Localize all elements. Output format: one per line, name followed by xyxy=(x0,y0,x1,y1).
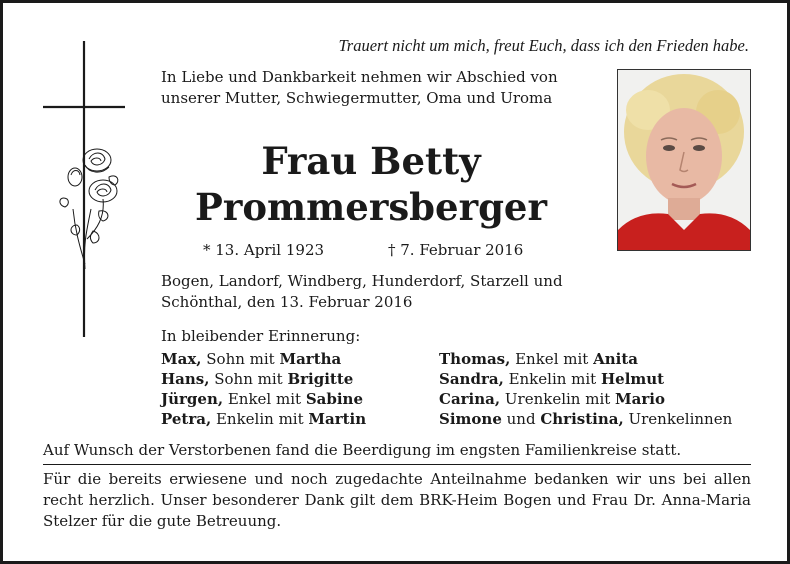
mourner-name: Thomas, xyxy=(439,350,511,368)
mourner-row xyxy=(161,409,366,429)
mourner-row xyxy=(161,389,366,409)
deceased-name-line1: Frau Betty xyxy=(261,139,481,183)
mourner-partner: Martha xyxy=(279,350,342,368)
divider xyxy=(43,464,751,465)
mourner-name: Simone xyxy=(439,410,502,428)
remembrance-label: In bleibender Erinnerung: xyxy=(161,327,361,345)
mourner-row xyxy=(439,409,732,429)
mourners-right-column xyxy=(439,349,732,429)
cross-with-roses-icon xyxy=(39,39,131,339)
mourner-relation: Enkel mit xyxy=(223,390,306,408)
thanks-text: Für die bereits erwiesene und noch zugedachte Anteilnahme bedanken wir uns bei allen recht herzlich. Unser besonderer Dank gilt dem BRK-Heim Bogen und Frau Dr. Anna-Maria Stelzer für die gute Betreuung. xyxy=(43,470,751,530)
mourner-name: Carina, xyxy=(439,390,501,408)
deceased-name-line2: Prommersberger xyxy=(195,185,547,229)
mourner-partner: Sabine xyxy=(305,390,363,408)
motto: Trauert nicht um mich, freut Euch, dass ich den Frieden habe. xyxy=(338,36,749,55)
place-and-date: Bogen, Landorf, Windberg, Hunderdorf, Starzell und Schönthal, den 13. Februar 2016 xyxy=(161,272,563,311)
mourner-relation: und xyxy=(501,410,541,428)
mourner-relation: Sohn mit xyxy=(209,370,288,388)
portrait-photo xyxy=(617,69,751,251)
mourner-relation: Enkel mit xyxy=(510,350,594,368)
mourner-relation: Sohn mit xyxy=(201,350,280,368)
mourner-relation: Enkelin mit xyxy=(211,410,309,428)
mourner-name: Petra, xyxy=(161,410,212,428)
mourner-partner: Anita xyxy=(593,350,638,368)
mourner-partner: Helmut xyxy=(600,370,665,388)
mourner-relation: Urenkelin mit xyxy=(500,390,616,408)
mourner-name: Max, xyxy=(161,350,202,368)
birth-date: * 13. April 1923 xyxy=(203,241,325,259)
mourner-row xyxy=(439,389,732,409)
mourner-row xyxy=(161,349,366,369)
mourner-name: Sandra, xyxy=(439,370,504,388)
mourner-partner: Martin xyxy=(308,410,367,428)
mourner-partner: Christina, xyxy=(540,410,624,428)
mourners-left-column xyxy=(161,349,366,429)
mourner-name: Jürgen, xyxy=(161,390,224,408)
mourner-partner: Brigitte xyxy=(287,370,354,388)
death-date: † 7. Februar 2016 xyxy=(388,241,524,259)
funeral-note: Auf Wunsch der Verstorbenen fand die Beerdigung im engsten Familienkreise statt. xyxy=(43,441,682,459)
mourner-name: Hans, xyxy=(161,370,210,388)
mourner-row xyxy=(439,349,732,369)
intro-text: In Liebe und Dankbarkeit nehmen wir Abschied von unserer Mutter, Schwiegermutter, Oma und Uroma xyxy=(161,68,558,107)
mourner-relation: Enkelin mit xyxy=(503,370,601,388)
mourner-row xyxy=(439,369,732,389)
mourner-row xyxy=(161,369,366,389)
mourner-suffix: Urenkelinnen xyxy=(623,410,733,428)
mourner-partner: Mario xyxy=(615,390,665,408)
